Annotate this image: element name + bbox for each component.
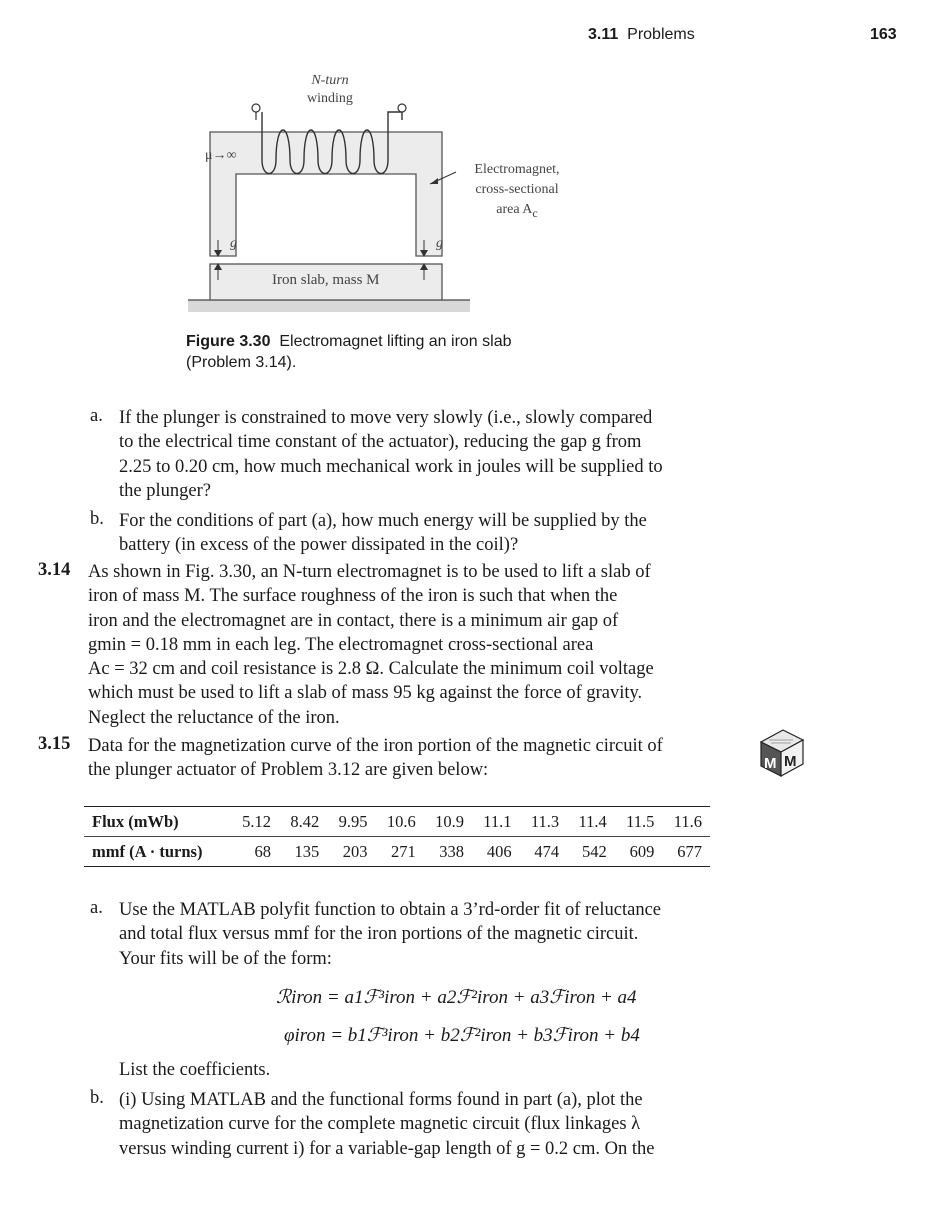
electromagnet-label: Electromagnet, cross-sectional area $A_c$ (474, 162, 560, 220)
table-cell: 8.42 (279, 807, 327, 837)
problem-15-number: 3.15 (38, 734, 71, 754)
slab-label: Iron slab, mass M (272, 272, 380, 288)
matlab-icon (757, 726, 807, 780)
caption-line2: (Problem 3.14). (186, 354, 297, 371)
table-cell: 474 (520, 837, 568, 867)
section-number: 3.11 (588, 26, 619, 43)
table-cell: 406 (472, 837, 520, 867)
list-coefficients: List the coefficients. (119, 1060, 271, 1080)
part-a-label: a. (90, 406, 103, 426)
table-cell: 135 (279, 837, 327, 867)
table-cell: 11.6 (662, 807, 710, 837)
electromagnet-core (210, 132, 442, 256)
table-cell: 677 (662, 837, 710, 867)
equation-reluctance: ℛiron = a1ℱ³iron + a2ℱ²iron + a3ℱiron + a4 (276, 987, 637, 1008)
svg-text:M: M (784, 753, 797, 770)
mu-label: μ→∞ (205, 148, 237, 163)
table-cell: 609 (615, 837, 663, 867)
table-cell: 10.9 (424, 807, 472, 837)
page-number: 163 (870, 26, 897, 43)
table-row (84, 837, 710, 867)
table-cell: 9.95 (327, 807, 375, 837)
svg-text:M: M (764, 755, 777, 772)
table-cell: 11.4 (567, 807, 615, 837)
winding-label: N-turn winding (307, 73, 353, 106)
table-cell: 68 (231, 837, 279, 867)
table-cell: 5.12 (231, 807, 279, 837)
problem-14-number: 3.14 (38, 560, 71, 580)
running-header (588, 26, 695, 44)
problem-15-text: Data for the magnetization curve of the iron portion of the magnetic circuit of the plunger actuator of Problem 3.12 are given below: (88, 736, 663, 781)
problem-15-part-a: Use the MATLAB polyfit function to obtain a 3’rd-order fit of reluctance and total flux versus mmf for the iron portions of the magnetic circuit. Your fits will be of the form: (119, 900, 661, 969)
terminal-left (252, 104, 260, 112)
row-header-flux: Flux (mWb) (84, 807, 231, 837)
table-cell: 11.3 (520, 807, 568, 837)
table-cell: 11.5 (615, 807, 663, 837)
table-cell: 203 (327, 837, 375, 867)
part-a-label-2: a. (90, 898, 103, 918)
terminal-right (398, 104, 406, 112)
table-cell: 542 (567, 837, 615, 867)
table-cell: 271 (375, 837, 423, 867)
table-cell: 11.1 (472, 807, 520, 837)
caption-text: Electromagnet lifting an iron slab (279, 333, 512, 350)
caption-label: Figure 3.30 (186, 333, 271, 350)
problem-14-text: As shown in Fig. 3.30, an N-turn electromagnet is to be used to lift a slab of iron of mass M. The surface roughness of the iron is such that when the iron and the electromagnet are in contact, there is a minimum air gap of gmin = 0.18 mm in each leg. The electromagnet cross-sectional area Ac = 32 cm and coil resistance is 2.8 Ω. Calculate the minimum coil voltage which must be used to lift a slab of mass 95 kg against the force of gravity. Neglect the reluctance of the iron. (88, 562, 654, 728)
problem-13-part-a: If the plunger is constrained to move very slowly (i.e., slowly compared to the electrical time constant of the actuator), reducing the gap g from 2.25 to 0.20 cm, how much mechanical work in joules will be supplied to the plunger? (119, 408, 663, 501)
part-b-label-2: b. (90, 1088, 104, 1108)
section-title: Problems (627, 26, 695, 43)
problem-15-part-b: (i) Using MATLAB and the functional forms found in part (a), plot the magnetization curve for the complete magnetic circuit (flux linkages λ versus winding current i) for a variable-gap length of g = 0.2 cm. On the (119, 1090, 655, 1159)
ground-surface (188, 300, 470, 312)
magnetization-table (84, 806, 710, 867)
equation-flux: φiron = b1ℱ³iron + b2ℱ²iron + b3ℱiron + b4 (284, 1025, 640, 1046)
table-cell: 10.6 (375, 807, 423, 837)
part-b-label: b. (90, 509, 104, 529)
figure-caption (186, 331, 586, 373)
table-cell: 338 (424, 837, 472, 867)
gap-label-left: g (230, 236, 237, 251)
gap-label-right: g (436, 236, 443, 251)
table-row (84, 807, 710, 837)
problem-13-part-b: For the conditions of part (a), how much energy will be supplied by the battery (in excess of the power dissipated in the coil)? (119, 511, 647, 556)
row-header-mmf: mmf (A · turns) (84, 837, 231, 867)
